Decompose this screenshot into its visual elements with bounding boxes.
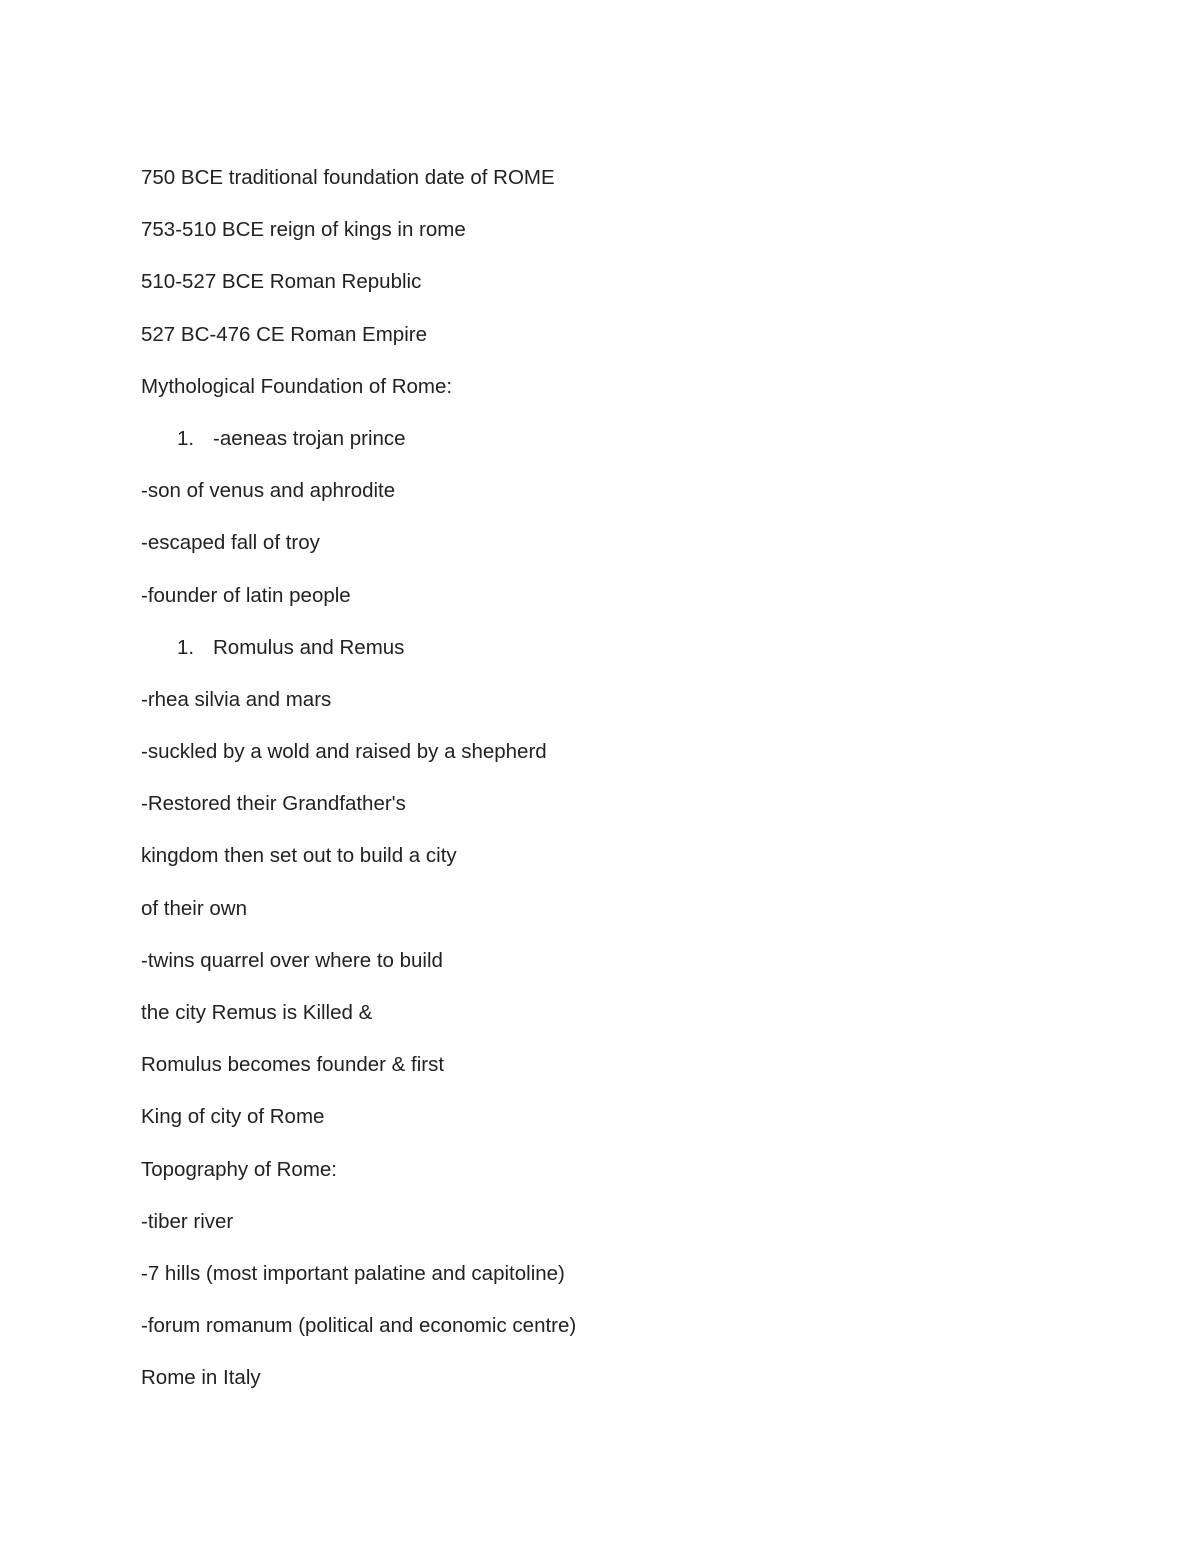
line-text: -son of venus and aphrodite bbox=[141, 479, 396, 503]
line-text: Romulus becomes founder & first bbox=[141, 1053, 445, 1077]
line-text: -rhea silvia and mars bbox=[141, 687, 332, 711]
line bbox=[141, 840, 1091, 892]
line-text: King of city of Rome bbox=[141, 1105, 325, 1129]
line bbox=[141, 162, 1091, 214]
line bbox=[141, 475, 1091, 527]
line bbox=[141, 1310, 1091, 1362]
line bbox=[141, 997, 1091, 1049]
line-text: -twins quarrel over where to build bbox=[141, 948, 443, 972]
line bbox=[141, 527, 1091, 579]
line bbox=[141, 1101, 1091, 1153]
line-text: -founder of latin people bbox=[141, 583, 351, 607]
line-text: of their own bbox=[141, 896, 247, 920]
line-text: 527 BC-476 CE Roman Empire bbox=[141, 322, 427, 346]
line bbox=[141, 266, 1091, 318]
list-number: 1. bbox=[177, 635, 195, 659]
numbered-item bbox=[141, 423, 1091, 475]
line bbox=[141, 945, 1091, 997]
line bbox=[141, 1049, 1091, 1101]
line bbox=[141, 684, 1091, 736]
line bbox=[141, 893, 1091, 945]
line-text: the city Remus is Killed & bbox=[141, 1001, 373, 1024]
line bbox=[141, 1258, 1091, 1310]
line-text: -Restored their Grandfather's bbox=[141, 792, 406, 816]
line-text: -7 hills (most important palatine and capitoline) bbox=[141, 1261, 565, 1285]
line-text: -tiber river bbox=[141, 1209, 234, 1233]
line bbox=[141, 580, 1091, 632]
line-text: -aeneas trojan prince bbox=[213, 426, 406, 450]
section-heading bbox=[141, 1154, 1091, 1206]
line-text: Topography of Rome: bbox=[141, 1157, 338, 1181]
document-body bbox=[141, 162, 1091, 1415]
line bbox=[141, 788, 1091, 840]
line-text: 753-510 BCE reign of kings in rome bbox=[141, 218, 466, 242]
line-text: 750 BCE traditional foundation date of ROME bbox=[141, 166, 555, 189]
line bbox=[141, 1362, 1091, 1414]
line-text: kingdom then set out to build a city bbox=[141, 844, 457, 868]
line-text: -suckled by a wold and raised by a shepherd bbox=[141, 740, 547, 764]
line-text: -forum romanum (political and economic centre) bbox=[141, 1314, 577, 1338]
line-text: Romulus and Remus bbox=[213, 635, 405, 659]
line-text: Rome in Italy bbox=[141, 1366, 261, 1390]
section-heading bbox=[141, 371, 1091, 423]
line-text: 510-527 BCE Roman Republic bbox=[141, 270, 422, 294]
numbered-item bbox=[141, 632, 1091, 684]
line bbox=[141, 214, 1091, 266]
line bbox=[141, 1206, 1091, 1258]
line bbox=[141, 319, 1091, 371]
line bbox=[141, 736, 1091, 788]
list-number: 1. bbox=[177, 426, 195, 450]
line-text: -escaped fall of troy bbox=[141, 531, 320, 555]
line-text: Mythological Foundation of Rome: bbox=[141, 374, 453, 398]
